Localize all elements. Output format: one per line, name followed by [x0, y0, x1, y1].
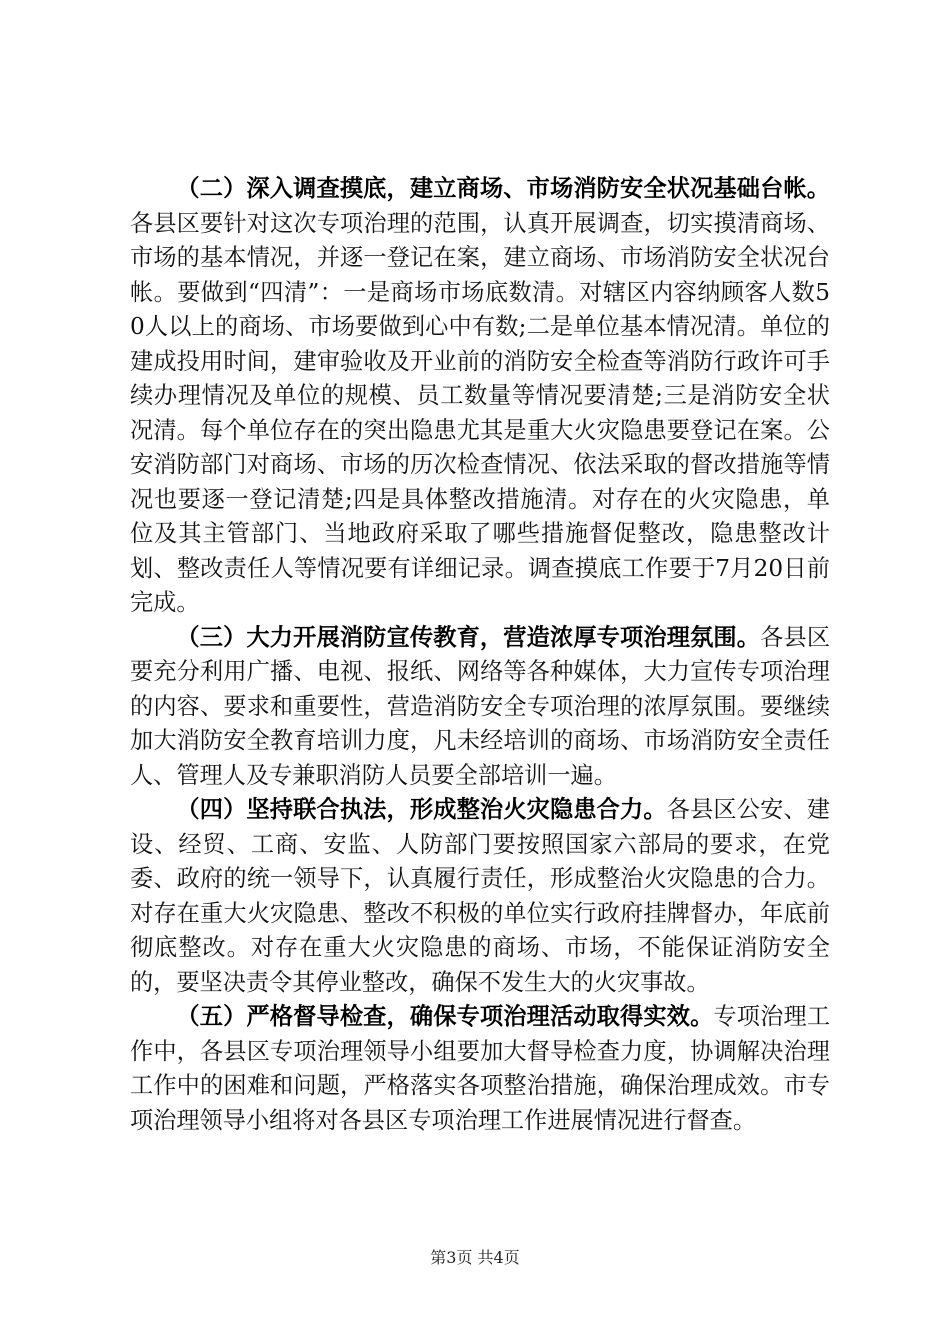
paragraph-heading: （二）深入调查摸底，建立商场、市场消防安全状况基础台帐。: [176, 175, 830, 202]
paragraph-text: 各县区公安、建设、经贸、工商、安监、人防部门要按照国家六部局的要求，在党委、政府的统一领导下，认真履行责任，形成整治火灾隐患的合力。对存在重大火灾隐患、整改不积极的单位实行政府挂牌督办，年底前彻底整改。对存在重大火灾隐患的商场、市场，不能保证消防安全的，要坚决责令其停业整改，确保不发生大的火灾事故。: [130, 796, 830, 996]
paragraph-5: [130, 1000, 830, 1138]
page-footer: 第3页 共4页: [430, 1248, 520, 1267]
paragraph-text: 各县区要针对这次专项治理的范围，认真开展调查，切实摸清商场、市场的基本情况，并逐一登记在案，建立商场、市场消防安全状况台帐。要做到“四清”：一是商场市场底数清。对辖区内容纳顾客人数50人以上的商场、市场要做到心中有数;二是单位基本情况清。单位的建成投用时间，建审验收及开业前的消防安全检查等消防行政许可手续办理情况及单位的规模、员工数量等情况要清楚;三是消防安全状况清。每个单位存在的突出隐患尤其是重大火灾隐患要登记在案。公安消防部门对商场、市场的历次检查情况、依法采取的督改措施等情况也要逐一登记清楚;四是具体整改措施清。对存在的火灾隐患，单位及其主管部门、当地政府采取了哪些措施督促整改，隐患整改计划、整改责任人等情况要有详细记录。调查摸底工作要于7月20日前完成。: [130, 209, 830, 616]
paragraph-text: 专项治理工作中，各县区专项治理领导小组要加大督导检查力度，协调解决治理工作中的困难和问题，严格落实各项整治措施，确保治理成效。市专项治理领导小组将对各县区专项治理工作进展情况进行督查。: [130, 1003, 831, 1134]
paragraph-heading: （四）坚持联合执法，形成整治火灾隐患合力。: [176, 796, 667, 823]
paragraph-4: [130, 793, 830, 1000]
paragraph-heading: （五）严格督导检查，确保专项治理活动取得实效。: [176, 1003, 714, 1030]
paragraph-3: [130, 621, 830, 794]
paragraph-heading: （三）大力开展消防宣传教育，营造浓厚专项治理氛围。: [176, 623, 761, 651]
paragraph-text: 各县区要充分利用广播、电视、报纸、网络等各种媒体，大力宣传专项治理的内容、要求和重要性，营造消防安全专项治理的浓厚氛围。要继续加大消防安全教育培训力度，凡未经培训的商场、市场消防安全责任人、管理人及专兼职消防人员要全部培训一遍。: [130, 623, 831, 789]
document-body: [130, 172, 830, 1138]
paragraph-2: [130, 172, 830, 621]
